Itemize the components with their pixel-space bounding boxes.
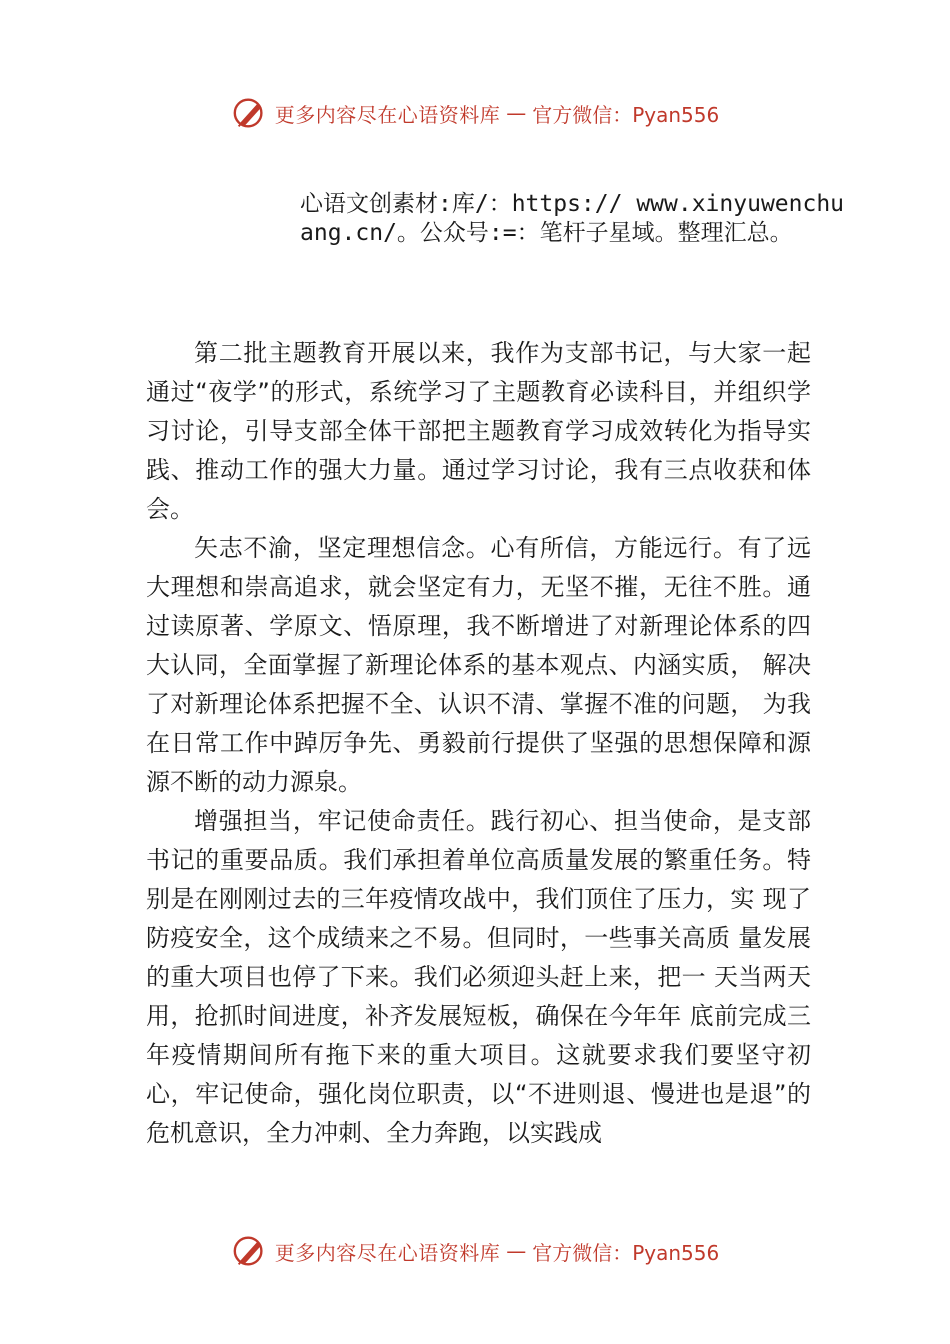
pen-seal-icon xyxy=(231,94,269,132)
paragraph: 矢志不渝，坚定理想信念。心有所信，方能远行。有了远大理想和崇高追求，就会坚定有力，无坚不摧，无往不胜。通过读原著、学原文、悟原理，我不断增进了对新理论体系的四大认同，全面掌握了新理论体系的基本观点、内涵实质， 解决了对新理论体系把握不全、认识不清、掌握不准的问题， 为我在日常工作中踔厉争先、勇毅前行提供了坚强的思想保障和源源不断的动力源泉。 xyxy=(146,534,811,796)
header-banner xyxy=(0,94,950,132)
banner-dash: — xyxy=(506,101,527,125)
banner-dash: — xyxy=(506,1239,527,1263)
pen-seal-icon xyxy=(231,1232,269,1270)
paragraph: 第二批主题教育开展以来，我作为支部书记，与大家一起通过“夜学”的形式，系统学习了主题教育必读科目，并组织学习讨论，引导支部全体干部把主题教育学习成效转化为指导实践、推动工作的强大力量。通过学习讨论，我有三点收获和体会。 xyxy=(146,339,811,523)
document-body xyxy=(146,334,811,1153)
brand-text: 更多内容尽在心语资料库 xyxy=(274,1240,501,1265)
footer-banner xyxy=(0,1232,950,1270)
wechat-text: 官方微信：Pyan556 xyxy=(532,1240,720,1265)
wechat-text: 官方微信：Pyan556 xyxy=(532,102,720,127)
paragraph: 增强担当，牢记使命责任。践行初心、担当使命，是支部书记的重要品质。我们承担着单位高质量发展的繁重任务。特别是在刚刚过去的三年疫情攻战中，我们顶住了压力，实 现了防疫安全，这个成绩来之不易。但同时，一些事关高质 量发展的重大项目也停了下来。我们必须迎头赶上来，把一 天当两天用，抢抓时间进度，补齐发展短板，确保在今年年 底前完成三年疫情期间所有拖下来的重大项目。这就要求我们要坚守初心，牢记使命，强化岗位职责，以“不进则退、慢进也是退”的危机意识，全力冲刺、全力奔跑，以实践成 xyxy=(146,807,811,1147)
source-note: 心语文创素材:库/：https:// www.xinyuwenchuang.cn/。公众号:=：笔杆子星域。整理汇总。 xyxy=(300,191,845,246)
brand-text: 更多内容尽在心语资料库 xyxy=(274,102,501,127)
